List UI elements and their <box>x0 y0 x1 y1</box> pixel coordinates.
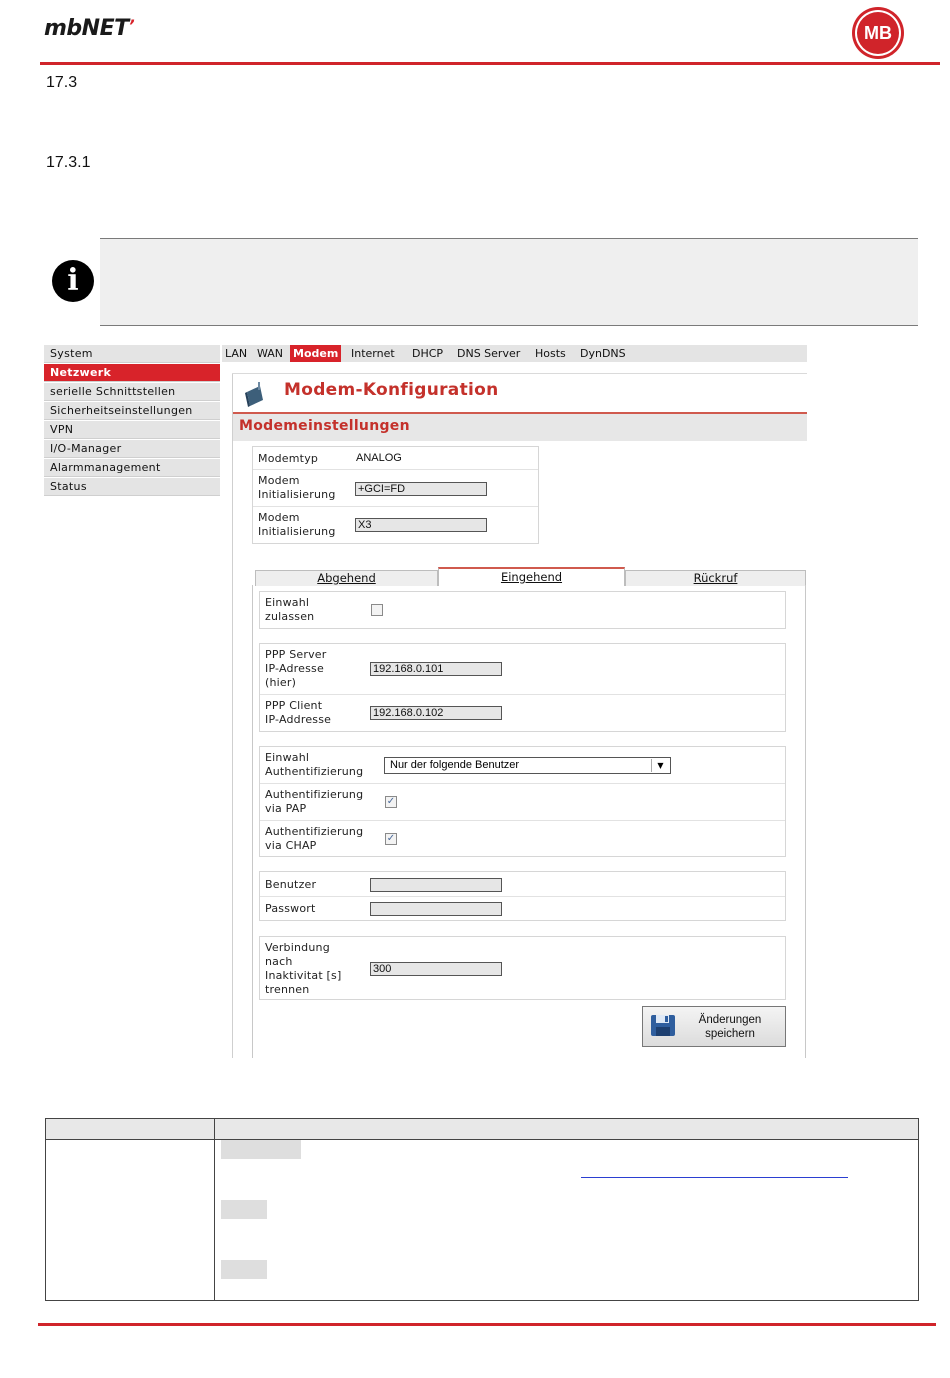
tab-abgehend[interactable]: Abgehend <box>255 570 438 586</box>
mb-badge-logo: MB <box>855 10 901 56</box>
pap-checkbox[interactable]: ✓ <box>386 796 396 807</box>
auth-label: Einwahl Authentifizierung <box>265 751 364 778</box>
sidebar-item-vpn[interactable]: VPN <box>44 421 220 439</box>
floppy-save-icon <box>650 1012 678 1038</box>
panel-border <box>232 373 233 1058</box>
pap-label: Authentifizierung via PAP <box>265 788 364 815</box>
parameter-table <box>45 1118 919 1301</box>
auth-select[interactable]: Nur der folgende Benutzer <box>384 757 671 774</box>
mbnet-logo: mbNET’ <box>44 16 135 41</box>
modem-init-label: Modem Initialisierung <box>258 474 336 501</box>
ppp-client-ip-input[interactable]: 192.168.0.102 <box>370 706 502 720</box>
tab-dhcp[interactable]: DHCP <box>412 347 444 360</box>
tab-modem[interactable]: Modem <box>290 345 341 362</box>
sidebar-item-status[interactable]: Status <box>44 478 220 496</box>
row-divider <box>253 469 538 470</box>
sidebar-item-system[interactable]: System <box>44 345 220 363</box>
modem-type-label: Modemtyp <box>258 452 319 465</box>
sidebar-item-io-manager[interactable]: I/O-Manager <box>44 440 220 458</box>
section-title: Modemeinstellungen <box>239 418 410 434</box>
modem-type-value: ANALOG <box>356 452 402 464</box>
sidebar-item-serielle-schnittstellen[interactable]: serielle Schnittstellen <box>44 383 220 401</box>
row-divider <box>260 694 785 695</box>
table-term-chip <box>221 1140 301 1159</box>
user-input[interactable] <box>370 878 502 892</box>
timeout-label: Verbindung nach Inaktivitat [s] trennen <box>265 941 342 996</box>
table-column-divider <box>214 1119 215 1300</box>
table-term-chip <box>221 1260 267 1279</box>
modem-icon <box>244 382 266 408</box>
table-link[interactable] <box>581 1177 848 1178</box>
chap-label: Authentifizierung via CHAP <box>265 825 364 852</box>
panel-border <box>232 373 807 374</box>
chap-checkbox[interactable]: ✓ <box>386 833 396 844</box>
ppp-group <box>259 643 786 732</box>
modem-init-label: Modem Initialisierung <box>258 511 336 538</box>
table-header <box>46 1119 918 1140</box>
page-title: Modem-Konfiguration <box>284 380 499 400</box>
sidebar-item-netzwerk[interactable]: Netzwerk <box>44 364 220 382</box>
ppp-client-label: PPP Client IP-Addresse <box>265 699 332 726</box>
sidebar-item-sicherheitseinstellungen[interactable]: Sicherheitseinstellungen <box>44 402 220 420</box>
user-label: Benutzer <box>265 878 317 891</box>
tab-hosts[interactable]: Hosts <box>535 347 566 360</box>
subsection-number: 17.3.1 <box>46 154 91 171</box>
modem-init-input-1[interactable]: +GCI=FD <box>355 482 487 496</box>
dialin-label: Einwahl zulassen <box>265 596 315 623</box>
tab-rueckruf[interactable]: Rückruf <box>625 570 806 586</box>
row-divider <box>260 783 785 784</box>
tab-eingehend[interactable]: Eingehend <box>438 567 625 586</box>
table-term-chip <box>221 1200 267 1219</box>
section-number: 17.3 <box>46 74 78 91</box>
row-divider <box>260 896 785 897</box>
dialin-group <box>259 591 786 629</box>
tab-lan[interactable]: LAN <box>225 347 248 360</box>
sidebar-item-alarmmanagement[interactable]: Alarmmanagement <box>44 459 220 477</box>
chevron-down-icon[interactable]: ▼ <box>651 759 669 772</box>
modem-init-input-2[interactable]: X3 <box>355 518 487 532</box>
ppp-server-label: PPP Server IP-Adresse (hier) <box>265 648 327 689</box>
password-label: Passwort <box>265 902 316 915</box>
tab-wan[interactable]: WAN <box>257 347 284 360</box>
info-note-box <box>100 238 918 326</box>
ppp-server-ip-input[interactable]: 192.168.0.101 <box>370 662 502 676</box>
tab-internet[interactable]: Internet <box>351 347 395 360</box>
dialin-checkbox[interactable] <box>371 604 383 616</box>
info-icon: i <box>52 260 94 302</box>
header-rule <box>40 62 940 65</box>
save-button-label[interactable]: Änderungen speichern <box>698 1014 762 1040</box>
timeout-input[interactable]: 300 <box>370 962 502 976</box>
tab-dns-server[interactable]: DNS Server <box>457 347 521 360</box>
row-divider <box>260 820 785 821</box>
footer-rule <box>38 1323 936 1326</box>
row-divider <box>253 506 538 507</box>
password-input[interactable] <box>370 902 502 916</box>
tab-dyndns[interactable]: DynDNS <box>580 347 626 360</box>
